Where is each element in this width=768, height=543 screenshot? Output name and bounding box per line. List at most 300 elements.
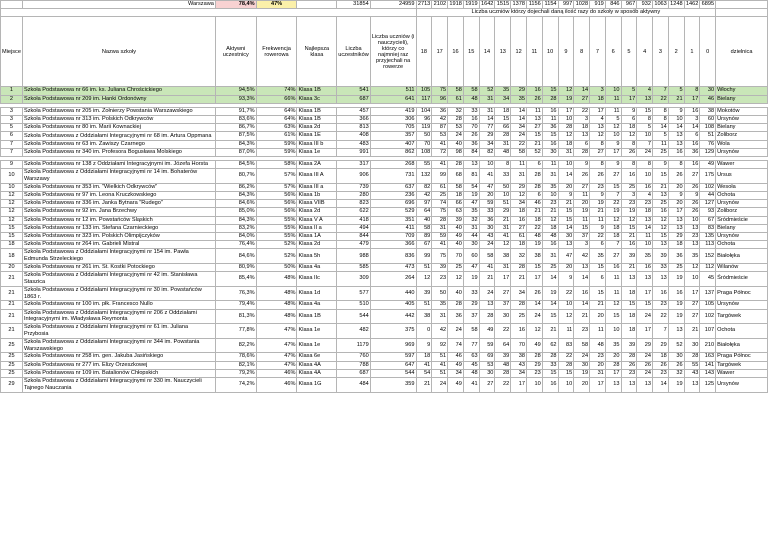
trip-count-cell[interactable]: 12 <box>684 264 700 272</box>
trip-count-cell[interactable]: 21 <box>495 216 511 224</box>
header-col[interactable]: 2 <box>668 17 684 87</box>
trip-count-cell[interactable]: 17 <box>590 107 606 115</box>
trip-count-cell[interactable]: 163 <box>700 353 716 361</box>
frequency-cell[interactable]: 50% <box>256 264 297 272</box>
district-cell[interactable]: Bielany <box>716 224 768 232</box>
trip-count-cell[interactable]: 33 <box>479 208 495 216</box>
trip-count-cell[interactable]: 11 <box>574 192 590 200</box>
trip-count-cell[interactable]: 17 <box>605 148 621 156</box>
trip-count-cell[interactable]: 24 <box>448 132 464 140</box>
trip-count-cell[interactable]: 7 <box>605 241 621 249</box>
trip-count-cell[interactable]: 19 <box>605 208 621 216</box>
active-pct-cell[interactable]: 84,3% <box>215 216 256 224</box>
trip-count-cell[interactable]: 11 <box>574 216 590 224</box>
trip-count-cell[interactable]: 24 <box>479 241 495 249</box>
trip-count-cell[interactable]: 15 <box>621 224 637 232</box>
trip-count-cell[interactable]: 18 <box>605 224 621 232</box>
trip-count-cell[interactable]: 6 <box>526 161 542 169</box>
riders-cell[interactable]: 236 <box>370 192 416 200</box>
trip-count-cell[interactable]: 41 <box>479 169 495 184</box>
participants-cell[interactable]: 585 <box>337 264 370 272</box>
active-pct-cell[interactable]: 80,9% <box>215 264 256 272</box>
active-pct-cell[interactable]: 83,2% <box>215 224 256 232</box>
trip-count-cell[interactable]: 74 <box>448 338 464 353</box>
participants-cell[interactable]: 317 <box>337 161 370 169</box>
trip-count-cell[interactable]: 15 <box>590 286 606 301</box>
trip-count-cell[interactable]: 21 <box>526 208 542 216</box>
trip-count-cell[interactable]: 17 <box>526 272 542 287</box>
trip-count-cell[interactable]: 0 <box>416 324 432 339</box>
trip-count-cell[interactable]: 29 <box>668 233 684 241</box>
trip-count-cell[interactable]: 44 <box>700 192 716 200</box>
trip-count-cell[interactable]: 20 <box>479 192 495 200</box>
trip-count-cell[interactable]: 24 <box>637 309 653 324</box>
trip-count-cell[interactable]: 3 <box>684 116 700 124</box>
trip-count-cell[interactable]: 30 <box>495 309 511 324</box>
trip-count-cell[interactable]: 5 <box>605 116 621 124</box>
trip-count-cell[interactable]: 77 <box>479 124 495 132</box>
trip-count-cell[interactable]: 11 <box>605 286 621 301</box>
trip-count-cell[interactable]: 20 <box>590 309 606 324</box>
trip-count-cell[interactable]: 13 <box>463 161 479 169</box>
rank-cell[interactable]: 25 <box>1 338 23 353</box>
trip-count-cell[interactable]: 41 <box>479 264 495 272</box>
header-col[interactable]: 0 <box>700 17 716 87</box>
trip-count-cell[interactable]: 26 <box>463 132 479 140</box>
trip-count-cell[interactable]: 38 <box>511 353 527 361</box>
trip-count-cell[interactable]: 39 <box>495 353 511 361</box>
trip-count-cell[interactable]: 16 <box>684 107 700 115</box>
trip-count-cell[interactable]: 19 <box>463 192 479 200</box>
trip-count-cell[interactable]: 21 <box>542 208 558 216</box>
trip-count-cell[interactable]: 15 <box>653 233 669 241</box>
trip-count-cell[interactable]: 13 <box>668 216 684 224</box>
trip-count-cell[interactable]: 31 <box>479 95 495 103</box>
participants-cell[interactable]: 366 <box>337 116 370 124</box>
school-name-cell[interactable]: Szkoła Podstawowa z Oddziałami Integracyjnymi nr 42 im. Stanisława Staszica <box>22 272 215 287</box>
trip-count-cell[interactable]: 24 <box>526 309 542 324</box>
trip-count-cell[interactable]: 27 <box>590 148 606 156</box>
trip-count-cell[interactable]: 28 <box>621 353 637 361</box>
trip-count-cell[interactable]: 14 <box>542 301 558 309</box>
trip-count-cell[interactable]: 12 <box>605 301 621 309</box>
riders-cell[interactable]: 696 <box>370 200 416 208</box>
trip-count-cell[interactable]: 48 <box>495 361 511 369</box>
trip-count-cell[interactable]: 12 <box>448 272 464 287</box>
active-pct-cell[interactable]: 91,7% <box>215 107 256 115</box>
trip-count-cell[interactable]: 10 <box>558 301 574 309</box>
trip-count-cell[interactable]: 31 <box>432 224 448 232</box>
trip-count-cell[interactable]: 35 <box>432 301 448 309</box>
trip-count-cell[interactable]: 59 <box>432 233 448 241</box>
trip-count-cell[interactable]: 28 <box>605 361 621 369</box>
trip-count-cell[interactable]: 16 <box>653 286 669 301</box>
district-cell[interactable]: Śródmieście <box>716 272 768 287</box>
trip-count-cell[interactable]: 12 <box>558 309 574 324</box>
summary-count[interactable]: 1919 <box>465 1 478 7</box>
trip-count-cell[interactable]: 22 <box>495 378 511 393</box>
trip-count-cell[interactable]: 60 <box>700 116 716 124</box>
trip-count-cell[interactable]: 9 <box>668 192 684 200</box>
trip-count-cell[interactable]: 14 <box>653 378 669 393</box>
trip-count-cell[interactable]: 59 <box>479 338 495 353</box>
active-pct-cell[interactable]: 79,4% <box>215 301 256 309</box>
trip-count-cell[interactable]: 27 <box>526 124 542 132</box>
school-name-cell[interactable]: Szkoła Podstawowa nr 66 im. ks. Juliana Chrościckiego <box>22 87 215 95</box>
trip-count-cell[interactable]: 23 <box>684 233 700 241</box>
summary-count[interactable]: 1515 <box>496 1 510 7</box>
trip-count-cell[interactable]: 31 <box>511 169 527 184</box>
trip-count-cell[interactable]: 14 <box>526 301 542 309</box>
trip-count-cell[interactable]: 32 <box>448 107 464 115</box>
trip-count-cell[interactable]: 7 <box>637 140 653 148</box>
trip-count-cell[interactable]: 16 <box>542 140 558 148</box>
best-class-cell[interactable]: Klasa 2A <box>297 161 337 169</box>
trip-count-cell[interactable]: 48 <box>463 369 479 377</box>
district-cell[interactable]: Praga Północ <box>716 286 768 301</box>
frequency-cell[interactable]: 64% <box>256 116 297 124</box>
best-class-cell[interactable]: Klasa 4A <box>297 361 337 369</box>
trip-count-cell[interactable]: 15 <box>590 264 606 272</box>
trip-count-cell[interactable]: 67 <box>416 241 432 249</box>
trip-count-cell[interactable]: 62 <box>542 338 558 353</box>
trip-count-cell[interactable]: 10 <box>637 241 653 249</box>
trip-count-cell[interactable]: 21 <box>542 324 558 339</box>
summary-count[interactable]: 6895 <box>701 1 715 7</box>
trip-count-cell[interactable]: 10 <box>668 116 684 124</box>
riders-cell[interactable]: 511 <box>370 87 416 95</box>
trip-count-cell[interactable]: 92 <box>432 338 448 353</box>
trip-count-cell[interactable]: 17 <box>684 95 700 103</box>
header-col[interactable]: 13 <box>495 17 511 87</box>
best-class-cell[interactable]: Klasa IIc <box>297 272 337 287</box>
trip-count-cell[interactable]: 12 <box>416 272 432 287</box>
trip-count-cell[interactable]: 22 <box>526 224 542 232</box>
best-class-cell[interactable]: Klasa 1b <box>297 192 337 200</box>
trip-count-cell[interactable]: 15 <box>621 301 637 309</box>
riders-cell[interactable]: 357 <box>370 132 416 140</box>
trip-count-cell[interactable]: 112 <box>700 264 716 272</box>
rank-cell[interactable]: 25 <box>1 361 23 369</box>
rank-cell[interactable]: 29 <box>1 378 23 393</box>
trip-count-cell[interactable]: 16 <box>637 264 653 272</box>
riders-cell[interactable]: 731 <box>370 169 416 184</box>
trip-count-cell[interactable]: 41 <box>463 378 479 393</box>
trip-count-cell[interactable]: 16 <box>526 87 542 95</box>
trip-count-cell[interactable]: 53 <box>479 361 495 369</box>
distance-title[interactable]: Liczba uczniów którzy dojechali daną ilość razy do szkoły w sposób aktywny <box>416 9 716 17</box>
trip-count-cell[interactable]: 28 <box>558 361 574 369</box>
trip-count-cell[interactable]: 10 <box>605 324 621 339</box>
rank-cell[interactable]: 12 <box>1 200 23 208</box>
trip-count-cell[interactable]: 20 <box>668 183 684 191</box>
school-name-cell[interactable]: Szkoła Podstawowa nr 205 im. Żołnierzy Powstania Warszawskiego <box>22 107 215 115</box>
trip-count-cell[interactable]: 19 <box>463 272 479 287</box>
rank-cell[interactable]: 3 <box>1 107 23 115</box>
district-cell[interactable]: Wola <box>716 140 768 148</box>
trip-count-cell[interactable]: 9 <box>605 140 621 148</box>
riders-cell[interactable]: 306 <box>370 116 416 124</box>
trip-count-cell[interactable]: 104 <box>416 107 432 115</box>
trip-count-cell[interactable]: 26 <box>684 183 700 191</box>
trip-count-cell[interactable]: 41 <box>432 140 448 148</box>
trip-count-cell[interactable]: 25 <box>448 264 464 272</box>
trip-count-cell[interactable]: 28 <box>526 169 542 184</box>
trip-count-cell[interactable]: 30 <box>463 241 479 249</box>
trip-count-cell[interactable]: 39 <box>448 216 464 224</box>
trip-count-cell[interactable]: 28 <box>526 183 542 191</box>
trip-count-cell[interactable]: 17 <box>637 324 653 339</box>
trip-count-cell[interactable]: 152 <box>700 249 716 264</box>
riders-cell[interactable]: 529 <box>370 208 416 216</box>
trip-count-cell[interactable]: 61 <box>448 95 464 103</box>
trip-count-cell[interactable]: 19 <box>574 369 590 377</box>
trip-count-cell[interactable]: 17 <box>668 208 684 216</box>
trip-count-cell[interactable]: 14 <box>558 224 574 232</box>
active-pct-cell[interactable]: 82,2% <box>215 338 256 353</box>
trip-count-cell[interactable]: 143 <box>700 369 716 377</box>
trip-count-cell[interactable]: 58 <box>463 324 479 339</box>
trip-count-cell[interactable]: 31 <box>495 264 511 272</box>
trip-count-cell[interactable]: 21 <box>621 233 637 241</box>
trip-count-cell[interactable]: 12 <box>605 124 621 132</box>
trip-count-cell[interactable]: 11 <box>511 161 527 169</box>
trip-count-cell[interactable]: 22 <box>511 140 527 148</box>
trip-count-cell[interactable]: 26 <box>621 148 637 156</box>
trip-count-cell[interactable]: 17 <box>511 378 527 393</box>
best-class-cell[interactable]: Klasa 1e <box>297 338 337 353</box>
trip-count-cell[interactable]: 7 <box>653 324 669 339</box>
trip-count-cell[interactable]: 113 <box>700 241 716 249</box>
header-col[interactable]: 17 <box>432 17 448 87</box>
trip-count-cell[interactable]: 105 <box>700 301 716 309</box>
trip-count-cell[interactable]: 50 <box>416 132 432 140</box>
rank-cell[interactable]: 15 <box>1 233 23 241</box>
trip-count-cell[interactable]: 66 <box>495 124 511 132</box>
participants-cell[interactable]: 622 <box>337 208 370 216</box>
header-col[interactable]: 16 <box>448 17 464 87</box>
trip-count-cell[interactable]: 13 <box>574 132 590 140</box>
active-pct-cell[interactable]: 80,7% <box>215 169 256 184</box>
participants-cell[interactable]: 813 <box>337 124 370 132</box>
trip-count-cell[interactable]: 21 <box>590 301 606 309</box>
trip-count-cell[interactable]: 27 <box>684 301 700 309</box>
participants-cell[interactable]: 309 <box>337 272 370 287</box>
trip-count-cell[interactable]: 6 <box>590 241 606 249</box>
school-name-cell[interactable]: Szkoła Podstawowa nr 109 im. Batalionów Chłopskich <box>22 369 215 377</box>
best-class-cell[interactable]: Klasa VIIB <box>297 200 337 208</box>
header-miejsce[interactable]: Miejsce <box>1 17 23 87</box>
trip-count-cell[interactable]: 31 <box>432 309 448 324</box>
participants-cell[interactable]: 739 <box>337 183 370 191</box>
trip-count-cell[interactable]: 29 <box>479 132 495 140</box>
summary-count[interactable]: 1918 <box>449 1 462 7</box>
trip-count-cell[interactable]: 31 <box>479 107 495 115</box>
trip-count-cell[interactable]: 35 <box>684 249 700 264</box>
school-name-cell[interactable]: Szkoła Podstawowa nr 92 im. Jana Brzechwy <box>22 208 215 216</box>
riders-cell[interactable]: 705 <box>370 124 416 132</box>
trip-count-cell[interactable]: 58 <box>448 183 464 191</box>
header-col[interactable]: 6 <box>605 17 621 87</box>
trip-count-cell[interactable]: 36 <box>432 107 448 115</box>
trip-count-cell[interactable]: 20 <box>558 264 574 272</box>
trip-count-cell[interactable]: 19 <box>621 208 637 216</box>
school-name-cell[interactable]: Szkoła Podstawowa nr 323 im. Polskich Olimpijczyków <box>22 233 215 241</box>
trip-count-cell[interactable]: 12 <box>495 241 511 249</box>
frequency-cell[interactable]: 57% <box>256 169 297 184</box>
trip-count-cell[interactable]: 29 <box>463 301 479 309</box>
trip-count-cell[interactable]: 13 <box>668 224 684 232</box>
participants-cell[interactable]: 483 <box>337 140 370 148</box>
school-name-cell[interactable]: Szkoła Podstawowa nr 63 im. Zawiszy Czarnego <box>22 140 215 148</box>
trip-count-cell[interactable]: 28 <box>526 353 542 361</box>
frequency-cell[interactable]: 55% <box>256 216 297 224</box>
trip-count-cell[interactable]: 28 <box>511 301 527 309</box>
participants-cell[interactable]: 479 <box>337 241 370 249</box>
trip-count-cell[interactable]: 55 <box>684 361 700 369</box>
frequency-cell[interactable]: 61% <box>256 132 297 140</box>
trip-count-cell[interactable]: 19 <box>668 378 684 393</box>
trip-count-cell[interactable]: 107 <box>700 324 716 339</box>
school-name-cell[interactable]: Szkoła Podstawowa nr 353 im. "Wielkich Odkrywców" <box>22 183 215 191</box>
frequency-cell[interactable]: 47% <box>256 324 297 339</box>
frequency-cell[interactable]: 56% <box>256 200 297 208</box>
trip-count-cell[interactable]: 43 <box>479 233 495 241</box>
trip-count-cell[interactable]: 70 <box>463 124 479 132</box>
trip-count-cell[interactable]: 28 <box>574 148 590 156</box>
city-cell[interactable]: Warszawa <box>22 1 215 9</box>
trip-count-cell[interactable]: 51 <box>432 353 448 361</box>
trip-count-cell[interactable]: 23 <box>653 369 669 377</box>
best-class-cell[interactable]: Klasa III b <box>297 140 337 148</box>
trip-count-cell[interactable]: 6 <box>590 272 606 287</box>
frequency-cell[interactable]: 55% <box>256 224 297 232</box>
trip-count-cell[interactable]: 35 <box>495 87 511 95</box>
school-name-cell[interactable]: Szkoła Podstawowa nr 209 im. Hanki Ordonówny <box>22 95 215 103</box>
summary-count[interactable]: 932 <box>637 1 653 9</box>
trip-count-cell[interactable]: 21 <box>621 264 637 272</box>
trip-count-cell[interactable]: 25 <box>653 148 669 156</box>
best-class-cell[interactable]: Klasa 4a <box>297 301 337 309</box>
trip-count-cell[interactable]: 16 <box>621 169 637 184</box>
best-class-cell[interactable]: Klasa 1B <box>297 107 337 115</box>
trip-count-cell[interactable]: 19 <box>668 309 684 324</box>
trip-count-cell[interactable]: 8 <box>653 116 669 124</box>
frequency-cell[interactable]: 64% <box>256 107 297 115</box>
trip-count-cell[interactable]: 41 <box>432 161 448 169</box>
riders-cell[interactable]: 375 <box>370 324 416 339</box>
trip-count-cell[interactable]: 81 <box>463 169 479 184</box>
district-cell[interactable]: Mokotów <box>716 107 768 115</box>
trip-count-cell[interactable]: 6 <box>621 116 637 124</box>
trip-count-cell[interactable]: 38 <box>495 249 511 264</box>
trip-count-cell[interactable]: 52 <box>479 87 495 95</box>
trip-count-cell[interactable]: 25 <box>511 309 527 324</box>
trip-count-cell[interactable]: 13 <box>668 140 684 148</box>
trip-count-cell[interactable]: 26 <box>684 208 700 216</box>
trip-count-cell[interactable]: 83 <box>700 224 716 232</box>
trip-count-cell[interactable]: 43 <box>684 369 700 377</box>
trip-count-cell[interactable]: 21 <box>479 272 495 287</box>
trip-count-cell[interactable]: 27 <box>574 95 590 103</box>
trip-count-cell[interactable]: 13 <box>637 272 653 287</box>
active-pct-cell[interactable]: 78,6% <box>215 353 256 361</box>
trip-count-cell[interactable]: 22 <box>605 200 621 208</box>
rank-cell[interactable]: 7 <box>1 148 23 156</box>
best-class-cell[interactable]: Klasa 3c <box>297 95 337 103</box>
trip-count-cell[interactable]: 18 <box>590 95 606 103</box>
trip-count-cell[interactable]: 15 <box>653 169 669 184</box>
trip-count-cell[interactable]: 13 <box>590 124 606 132</box>
trip-count-cell[interactable]: 75 <box>432 249 448 264</box>
trip-count-cell[interactable]: 105 <box>416 87 432 95</box>
frequency-cell[interactable]: 74% <box>256 87 297 95</box>
trip-count-cell[interactable]: 30 <box>574 361 590 369</box>
trip-count-cell[interactable]: 18 <box>668 241 684 249</box>
trip-count-cell[interactable]: 9 <box>558 272 574 287</box>
trip-count-cell[interactable]: 119 <box>416 124 432 132</box>
trip-count-cell[interactable]: 19 <box>574 208 590 216</box>
trip-count-cell[interactable]: 38 <box>416 309 432 324</box>
trip-count-cell[interactable]: 52 <box>668 338 684 353</box>
trip-count-cell[interactable]: 13 <box>558 241 574 249</box>
frequency-cell[interactable]: 47% <box>256 338 297 353</box>
district-cell[interactable]: Żoliborz <box>716 208 768 216</box>
school-name-cell[interactable]: Szkoła Podstawowa z Oddziałami Integracyjnymi nr 344 im. Powstania Warszawskiego <box>22 338 215 353</box>
trip-count-cell[interactable]: 23 <box>432 272 448 287</box>
trip-count-cell[interactable]: 29 <box>526 361 542 369</box>
trip-count-cell[interactable]: 39 <box>621 338 637 353</box>
trip-count-cell[interactable]: 17 <box>621 95 637 103</box>
trip-count-cell[interactable]: 11 <box>558 324 574 339</box>
rank-cell[interactable]: 10 <box>1 169 23 184</box>
frequency-cell[interactable]: 46% <box>256 378 297 393</box>
rank-cell[interactable]: 25 <box>1 353 23 361</box>
trip-count-cell[interactable]: 10 <box>558 378 574 393</box>
trip-count-cell[interactable]: 12 <box>511 192 527 200</box>
trip-count-cell[interactable]: 31 <box>463 224 479 232</box>
trip-count-cell[interactable]: 18 <box>558 140 574 148</box>
district-cell[interactable]: Ursynów <box>716 233 768 241</box>
trip-count-cell[interactable]: 18 <box>605 233 621 241</box>
participants-cell[interactable]: 760 <box>337 353 370 361</box>
trip-count-cell[interactable]: 35 <box>590 249 606 264</box>
trip-count-cell[interactable]: 22 <box>653 309 669 324</box>
trip-count-cell[interactable]: 10 <box>542 192 558 200</box>
summary-count[interactable]: 997 <box>558 1 574 9</box>
riders-cell[interactable]: 836 <box>370 249 416 264</box>
active-pct-cell[interactable]: 84,5% <box>215 161 256 169</box>
trip-count-cell[interactable]: 28 <box>495 132 511 140</box>
active-pct-cell[interactable]: 77,8% <box>215 324 256 339</box>
trip-count-cell[interactable]: 4 <box>590 116 606 124</box>
trip-count-cell[interactable]: 18 <box>526 216 542 224</box>
rank-cell[interactable]: 12 <box>1 192 23 200</box>
best-class-cell[interactable]: Klasa 2d <box>297 208 337 216</box>
trip-count-cell[interactable]: 98 <box>448 148 464 156</box>
trip-count-cell[interactable]: 37 <box>495 301 511 309</box>
trip-count-cell[interactable]: 41 <box>495 233 511 241</box>
trip-count-cell[interactable]: 5 <box>653 132 669 140</box>
trip-count-cell[interactable]: 129 <box>700 148 716 156</box>
trip-count-cell[interactable]: 32 <box>511 249 527 264</box>
trip-count-cell[interactable]: 14 <box>542 272 558 287</box>
header-col[interactable]: 3 <box>653 17 669 87</box>
participants-cell[interactable]: 408 <box>337 132 370 140</box>
trip-count-cell[interactable]: 19 <box>558 95 574 103</box>
riders-cell[interactable]: 969 <box>370 338 416 353</box>
trip-count-cell[interactable]: 63 <box>463 353 479 361</box>
